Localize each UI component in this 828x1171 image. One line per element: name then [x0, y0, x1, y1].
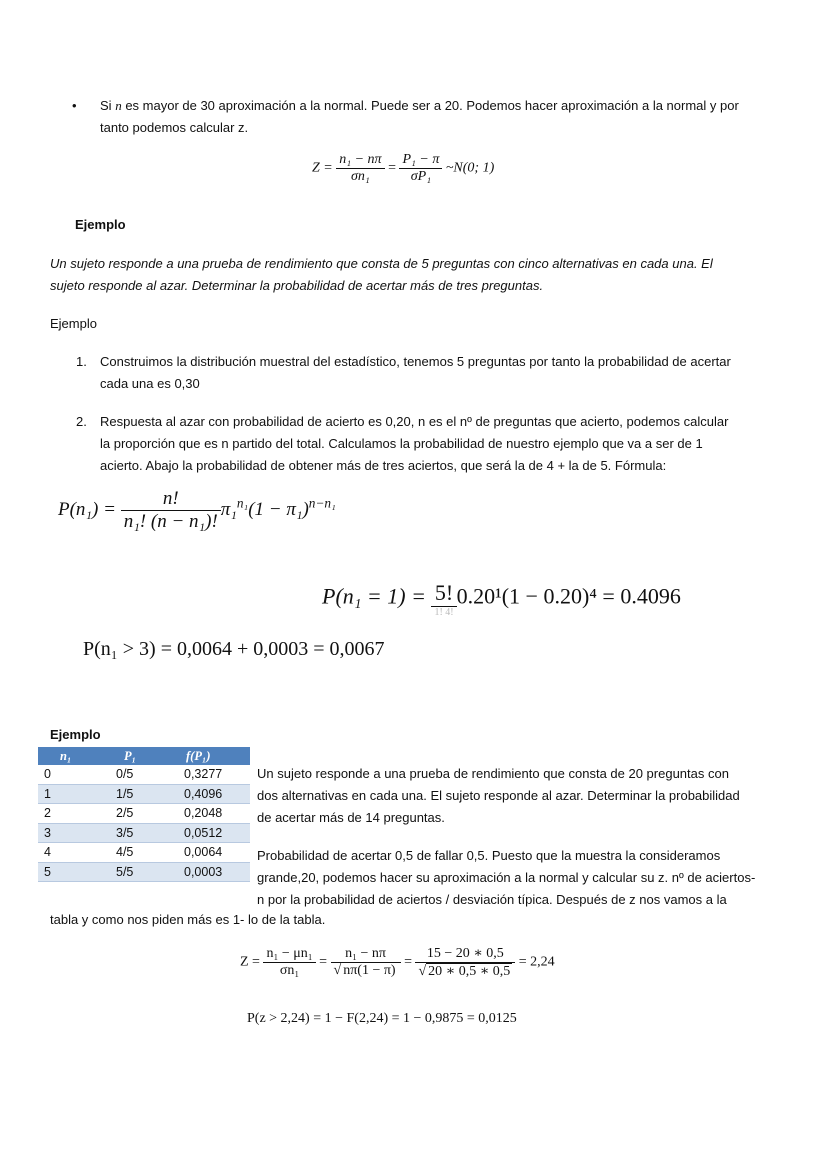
binomial-mid: (1 − π₁) [248, 498, 309, 520]
header-fp1: f(P₁) [176, 747, 250, 765]
z-comp-frac1 [263, 946, 315, 979]
table-row [38, 843, 250, 863]
z-formula-lhs: Z = [312, 160, 333, 176]
list-item-2-line3: acierto. Abajo la probabilidad de obtener más de tres aciertos, que será la de 4 + la de 5. Fórmula: [100, 458, 667, 473]
example-2-text-block-a [257, 763, 782, 829]
list-marker-1: 1. [76, 354, 87, 369]
list-item-2 [100, 411, 790, 477]
table-cell: 0,4096 [176, 784, 250, 804]
binomial-fraction [121, 488, 221, 533]
table-cell: 2 [38, 804, 102, 824]
table-row [38, 823, 250, 843]
z-comp-frac1-num: n₁ − μn₁ [263, 946, 315, 963]
header-p1: P₁ [102, 747, 176, 765]
example-2-line6: n por la probabilidad de aciertos / desviación típica. Después de z nos vamos a la [257, 892, 727, 907]
bullet-text-line2: tanto podemos calcular z. [100, 120, 249, 135]
example-2-line7: tabla y como nos piden más es 1- lo de la tabla. [50, 912, 326, 927]
table-row [38, 862, 250, 882]
z-comp-frac2-den-radicand: nπ(1 − π) [343, 963, 396, 978]
example-2-line5: grande,20, podemos hacer su aproximación a la normal y calcular su z. nº de aciertos- [257, 870, 756, 885]
z-formula-eq: = [388, 160, 396, 176]
z-comp-frac2-den [331, 963, 401, 979]
z-comp-eq2: = [404, 954, 412, 970]
table-cell: 3 [38, 823, 102, 843]
example-statement-line1: Un sujeto responde a una prueba de rendimiento que consta de 5 preguntas con cinco alternativas en cada una. El [50, 256, 713, 271]
list-item-1-line1: Construimos la distribución muestral del estadístico, tenemos 5 preguntas por tanto la probabilidad de acertar [100, 354, 731, 369]
z-formula-frac1-num: n₁ − nπ [336, 152, 384, 169]
table-cell: 0,2048 [176, 804, 250, 824]
table-cell: 3/5 [102, 823, 176, 843]
z-comp-frac1-den: σn₁ [279, 963, 300, 978]
example-heading-1: Ejemplo [75, 217, 126, 232]
table-cell: 1/5 [102, 784, 176, 804]
z-comp-frac2 [331, 946, 401, 979]
bullet-text-rest: es mayor de 30 aproximación a la normal. Puede ser a 20. Podemos hacer aproximación a la normal y por [125, 98, 739, 113]
example-statement-line2: sujeto responde al azar. Determinar la probabilidad de acertar más de tres preguntas. [50, 278, 544, 293]
bullet-paragraph [100, 95, 790, 139]
binomial-formula [58, 488, 336, 533]
table-cell: 0,3277 [176, 765, 250, 784]
prob-one-num: 5! [431, 580, 456, 607]
table-cell: 5 [38, 862, 102, 882]
binomial-exp1: n₁ [236, 495, 249, 511]
table-cell: 0/5 [102, 765, 176, 784]
bullet-marker: • [72, 98, 77, 113]
prob-one-fraction [431, 580, 456, 617]
example-2-line1: Un sujeto responde a una prueba de rendimiento que consta de 20 preguntas con [257, 766, 729, 781]
table-row [38, 765, 250, 784]
binomial-pi: π₁ [220, 498, 237, 520]
sqrt-symbol: √ [418, 964, 427, 979]
table-cell: 0,0003 [176, 862, 250, 882]
probability-one-formula [322, 580, 681, 617]
z-comp-eq1: = [319, 954, 328, 970]
z-comp-frac3 [415, 945, 515, 980]
table-cell: 2/5 [102, 804, 176, 824]
z-formula-fraction-1 [336, 152, 384, 185]
list-item-2-line1: Respuesta al azar con probabilidad de acierto es 0,20, n es el nº de preguntas que acierto, podemos calcular [100, 414, 729, 429]
example-2-line4: Probabilidad de acertar 0,5 de fallar 0,5. Puesto que la muestra la consideramos [257, 848, 721, 863]
list-item-2-line2: la proporción que es n partido del total. Calculamos la probabilidad de nuestro ejemplo que va a ser de 1 [100, 436, 703, 451]
example-heading-2: Ejemplo [50, 727, 101, 742]
example-2-line2: dos alternativas en cada una. El sujeto responde al azar. Determinar la probabilidad [257, 788, 740, 803]
z-formula [312, 152, 494, 185]
table-cell: 0,0512 [176, 823, 250, 843]
example-2-text-block-b [257, 845, 782, 911]
z-comp-result: = 2,24 [518, 954, 555, 970]
z-formula-frac1-den: σn₁ [351, 169, 370, 184]
table-cell: 0,0064 [176, 843, 250, 863]
z-comp-frac2-num: n₁ − nπ [331, 946, 401, 963]
z-formula-frac2-num: P₁ − π [399, 152, 442, 169]
table-cell: 0 [38, 765, 102, 784]
sqrt-symbol: √ [333, 963, 342, 978]
variable-n: n [115, 98, 122, 113]
binomial-exp2: n−n₁ [308, 495, 336, 511]
table-cell: 5/5 [102, 862, 176, 882]
header-n1: n₁ [38, 747, 102, 765]
z-comp-frac3-num: 15 − 20 ∗ 0,5 [415, 945, 515, 963]
binomial-num: n! [121, 488, 221, 511]
example-statement-1 [50, 253, 790, 297]
bullet-text-start: Si [100, 98, 112, 113]
prob-one-den: 1! 4! [434, 607, 454, 617]
z-comp-lhs: Z = [240, 954, 260, 970]
table-cell: 4 [38, 843, 102, 863]
table-cell: 1 [38, 784, 102, 804]
distribution-table [38, 747, 250, 882]
list-item-1-line2: cada una es 0,30 [100, 376, 200, 391]
example-subheading: Ejemplo [50, 316, 97, 331]
z-comp-frac3-den [415, 963, 515, 980]
z-formula-frac2-den: σP₁ [410, 169, 432, 184]
final-probability-formula: P(z > 2,24) = 1 − F(2,24) = 1 − 0,9875 = 0,0125 [247, 1011, 517, 1026]
table-row [38, 784, 250, 804]
binomial-lhs: P(n₁) = [58, 498, 116, 520]
list-item-1 [100, 351, 790, 395]
prob-one-lhs: P(n₁ = 1) = [322, 583, 426, 609]
list-marker-2: 2. [76, 414, 87, 429]
table-cell: 4/5 [102, 843, 176, 863]
z-comp-frac3-den-radicand: 20 ∗ 0,5 ∗ 0,5 [428, 964, 511, 979]
table-header-row [38, 747, 250, 765]
prob-one-rhs: 0.20¹(1 − 0.20)⁴ = 0.4096 [456, 583, 681, 609]
binomial-den: n₁! (n − n₁)! [123, 511, 218, 532]
z-formula-rhs: ~N(0; 1) [445, 160, 495, 176]
table-row [38, 804, 250, 824]
example-2-line3: de acertar más de 14 preguntas. [257, 810, 445, 825]
z-computation-formula [240, 945, 555, 980]
probability-sum-formula: P(n₁ > 3) = 0,0064 + 0,0003 = 0,0067 [83, 638, 385, 660]
z-formula-fraction-2 [399, 152, 442, 185]
